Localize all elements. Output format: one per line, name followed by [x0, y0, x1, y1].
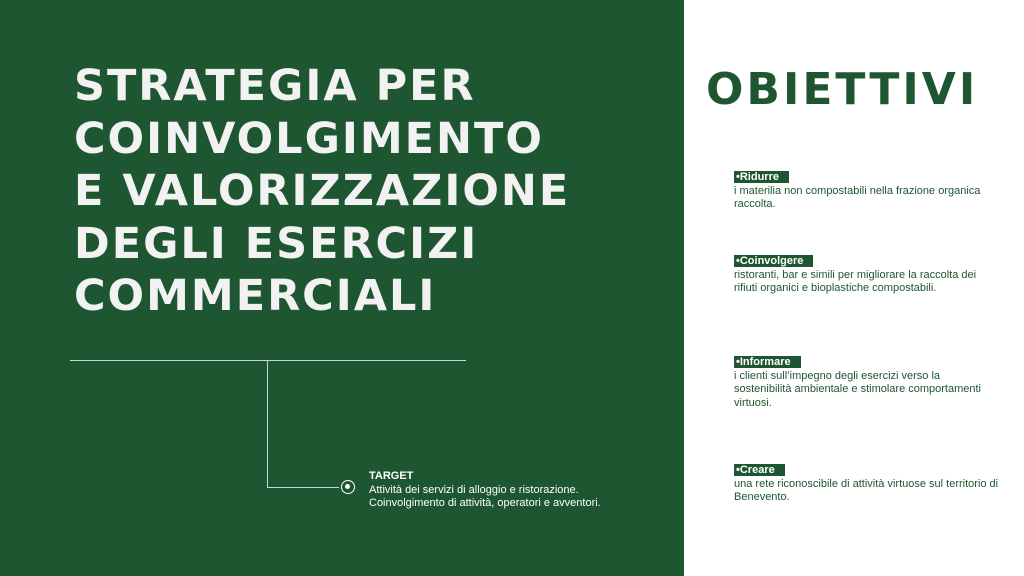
target-description-line-2: Coinvolgimento di attività, operatori e avventori.	[369, 497, 601, 509]
objective-tag: •Creare	[734, 464, 785, 476]
target-label: TARGET	[369, 470, 414, 482]
objective-tag: •Informare	[734, 356, 801, 368]
objective-description: i materilia non compostabili nella frazione organica raccolta.	[734, 184, 981, 210]
target-marker-icon	[341, 480, 355, 494]
target-description-line-1: Attività dei servizi di alloggio e ristorazione.	[369, 483, 579, 496]
objective-description: una rete riconoscibile di attività virtuose sul territorio di Benevento.	[734, 477, 999, 503]
objectives-title: OBIETTIVI	[706, 64, 979, 115]
objective-tag: •Ridurre	[734, 171, 789, 183]
objective-informare	[734, 356, 1000, 410]
main-title: STRATEGIA PER COINVOLGIMENTO E VALORIZZAZIONE DEGLI ESERCIZI COMMERCIALI	[74, 61, 571, 321]
objective-tag: •Coinvolgere	[734, 255, 813, 267]
objective-description: ristoranti, bar e simili per migliorare la raccolta dei rifiuti organici e bioplastiche compostabili.	[734, 268, 977, 294]
connector-horizontal-line	[267, 487, 339, 488]
target-block	[369, 470, 669, 511]
objective-ridurre	[734, 171, 1000, 212]
connector-vertical-line	[267, 361, 268, 488]
objective-creare	[734, 464, 1000, 505]
objective-description: i clienti sull’impegno degli esercizi verso la sostenibilità ambientale e stimolare comportamenti virtuosi.	[734, 369, 982, 409]
objective-coinvolgere	[734, 255, 1000, 296]
title-divider	[70, 360, 466, 361]
